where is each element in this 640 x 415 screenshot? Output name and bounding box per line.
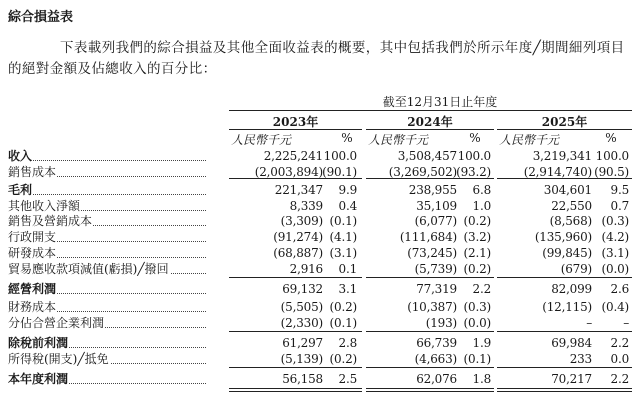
percent-cell: 2.2 <box>610 336 629 350</box>
amount-cell: (5,139) <box>280 352 323 366</box>
amount-cell: 77,319 <box>416 282 457 296</box>
row-label <box>8 261 208 277</box>
amount-cell: (6,077) <box>414 214 457 228</box>
subtotal-rule <box>497 178 632 179</box>
percent-cell: (0.2) <box>463 262 491 276</box>
percent-cell: 0.1 <box>338 262 357 276</box>
percent-cell: 2.5 <box>338 372 357 386</box>
amount-cell: (111,684) <box>399 230 457 244</box>
percent-cell: (0.0) <box>463 316 491 330</box>
amount-cell: 3,508,457 <box>397 149 457 163</box>
amount-cell: (10,387) <box>407 300 457 314</box>
row-label <box>8 164 208 180</box>
percent-cell: (0.3) <box>601 214 629 228</box>
percent-cell: 2.6 <box>610 282 629 296</box>
row-label <box>8 371 208 387</box>
percent-cell: (90.5) <box>594 165 629 179</box>
row-label <box>8 245 208 261</box>
row-label-text: 經營利潤 <box>8 282 57 296</box>
percent-cell: 2.8 <box>338 336 357 350</box>
amount-cell: (8,568) <box>549 214 592 228</box>
amount-cell: 70,217 <box>551 372 592 386</box>
subtotal-rule <box>366 367 494 368</box>
amount-cell: 3,219,341 <box>532 149 592 163</box>
percent-cell: 1.9 <box>472 336 491 350</box>
amount-cell: 62,076 <box>416 372 457 386</box>
percent-cell: (0.0) <box>601 262 629 276</box>
amount-cell: (4,663) <box>414 352 457 366</box>
subtotal-rule <box>497 367 632 368</box>
subtotal-rule <box>229 178 362 179</box>
percent-cell: (0.2) <box>329 300 357 314</box>
amount-cell: (99,845) <box>542 246 592 260</box>
percent-cell: (93.2) <box>456 165 491 179</box>
amount-cell: (2,003,894) <box>254 165 323 179</box>
page-title: 綜合損益表 <box>8 10 74 25</box>
percent-header: % <box>341 131 353 145</box>
amount-cell: 238,955 <box>408 183 457 197</box>
subtotal-rule <box>229 367 362 368</box>
percent-cell: 2.2 <box>472 282 491 296</box>
row-label <box>8 315 208 331</box>
amount-cell: 56,158 <box>282 372 323 386</box>
percent-cell: (0.1) <box>463 352 491 366</box>
amount-cell: 8,339 <box>289 199 323 213</box>
amount-cell: (3,309) <box>280 214 323 228</box>
amount-cell: – <box>586 316 592 330</box>
row-label <box>8 229 208 245</box>
row-label-text: 收入 <box>8 149 33 163</box>
percent-cell: 0.4 <box>338 199 357 213</box>
amount-cell: 82,099 <box>551 282 592 296</box>
amount-cell: (5,505) <box>280 300 323 314</box>
percent-cell: 100.0 <box>323 149 357 163</box>
row-label <box>8 198 208 214</box>
amount-cell: 221,347 <box>274 183 323 197</box>
row-label <box>8 281 208 297</box>
percent-cell: (4.2) <box>601 230 629 244</box>
row-label <box>8 182 208 198</box>
amount-cell: (12,115) <box>542 300 592 314</box>
row-label-text: 行政開支 <box>8 230 57 244</box>
percent-cell: 1.0 <box>472 199 491 213</box>
subtotal-rule <box>497 277 632 278</box>
percent-cell: (90.1) <box>322 165 357 179</box>
percent-cell: 9.9 <box>338 183 357 197</box>
amount-cell: (68,887) <box>273 246 323 260</box>
amount-cell: (193) <box>425 316 457 330</box>
percent-cell: 9.5 <box>610 183 629 197</box>
percent-header: % <box>605 131 617 145</box>
row-label <box>8 213 208 229</box>
amount-cell: (2,914,740) <box>523 165 592 179</box>
year-header: 2023年 <box>272 115 319 129</box>
unit-header: 人民幣千元 <box>499 133 560 147</box>
amount-cell: 66,739 <box>416 336 457 350</box>
year-header-rule <box>229 129 362 130</box>
percent-header: % <box>469 131 481 145</box>
subtotal-rule <box>497 331 632 332</box>
row-label-text: 毛利 <box>8 183 33 197</box>
percent-cell: (0.4) <box>601 300 629 314</box>
percent-cell: (0.3) <box>463 300 491 314</box>
amount-cell: (5,739) <box>414 262 457 276</box>
period-header: 截至12月31日止年度 <box>382 95 498 109</box>
unit-header: 人民幣千元 <box>368 133 429 147</box>
amount-cell: (73,245) <box>407 246 457 260</box>
amount-cell: (3,269,502) <box>388 165 457 179</box>
percent-cell: (3.1) <box>329 246 357 260</box>
percent-cell: 3.1 <box>338 282 357 296</box>
year-header: 2024年 <box>407 115 453 129</box>
percent-cell: (0.1) <box>329 214 357 228</box>
period-header-rule <box>229 110 632 111</box>
subtotal-rule <box>366 178 494 179</box>
amount-cell: 69,984 <box>551 336 592 350</box>
amount-cell: 61,297 <box>282 336 323 350</box>
percent-cell: 100.0 <box>595 149 629 163</box>
row-label <box>8 148 208 164</box>
year-header: 2025年 <box>541 115 588 129</box>
total-rule <box>366 391 494 392</box>
percent-cell: (4.1) <box>329 230 357 244</box>
percent-cell: (0.2) <box>463 214 491 228</box>
row-label <box>8 351 208 367</box>
percent-cell: (3.1) <box>601 246 629 260</box>
percent-cell: 100.0 <box>457 149 491 163</box>
row-label-text: 貿易應收款項減值(虧損)╱撥回 <box>8 262 169 276</box>
amount-cell: 304,601 <box>543 183 592 197</box>
percent-cell: (0.2) <box>329 352 357 366</box>
amount-cell: 35,109 <box>416 199 457 213</box>
row-label-text: 其他收入淨額 <box>8 199 81 213</box>
total-rule <box>497 391 632 392</box>
row-label-text: 所得稅(開支)╱抵免 <box>8 352 109 366</box>
year-header-rule <box>366 129 494 130</box>
row-label <box>8 335 208 351</box>
amount-cell: 2,916 <box>289 262 323 276</box>
subtotal-rule <box>366 277 494 278</box>
row-label-text: 銷售成本 <box>8 165 57 179</box>
row-label-text: 研發成本 <box>8 246 57 260</box>
amount-cell: 2,225,241 <box>263 149 323 163</box>
row-label-text: 本年度利潤 <box>8 372 69 386</box>
amount-cell: 69,132 <box>282 282 323 296</box>
year-header-rule <box>497 129 632 130</box>
total-rule <box>366 388 494 389</box>
percent-cell: – <box>623 316 629 330</box>
row-label-text: 除稅前利潤 <box>8 336 69 350</box>
percent-cell: 2.2 <box>610 372 629 386</box>
percent-cell: 0.7 <box>610 199 629 213</box>
total-rule <box>229 391 362 392</box>
row-label-text: 財務成本 <box>8 300 57 314</box>
amount-cell: 233 <box>569 352 592 366</box>
amount-cell: (679) <box>560 262 592 276</box>
intro-paragraph: 下表載列我們的綜合損益及其他全面收益表的概要，其中包括我們於所示年度╱期間細列項目的絕對金額及佔總收入的百分比： <box>8 40 625 77</box>
subtotal-rule <box>229 277 362 278</box>
amount-cell: 22,550 <box>551 199 592 213</box>
subtotal-rule <box>366 331 494 332</box>
amount-cell: (135,960) <box>534 230 592 244</box>
unit-header: 人民幣千元 <box>231 133 292 147</box>
row-label <box>8 299 208 315</box>
amount-cell: (2,330) <box>280 316 323 330</box>
row-label-text: 分佔合營企業利潤 <box>8 316 105 330</box>
total-rule <box>229 388 362 389</box>
percent-cell: (2.1) <box>463 246 491 260</box>
total-rule <box>497 388 632 389</box>
percent-cell: 1.8 <box>472 372 491 386</box>
percent-cell: (3.2) <box>463 230 491 244</box>
row-label-text: 銷售及營銷成本 <box>8 214 93 228</box>
percent-cell: 0.0 <box>610 352 629 366</box>
amount-cell: (91,274) <box>273 230 323 244</box>
subtotal-rule <box>229 331 362 332</box>
percent-cell: 6.8 <box>472 183 491 197</box>
percent-cell: (0.1) <box>329 316 357 330</box>
